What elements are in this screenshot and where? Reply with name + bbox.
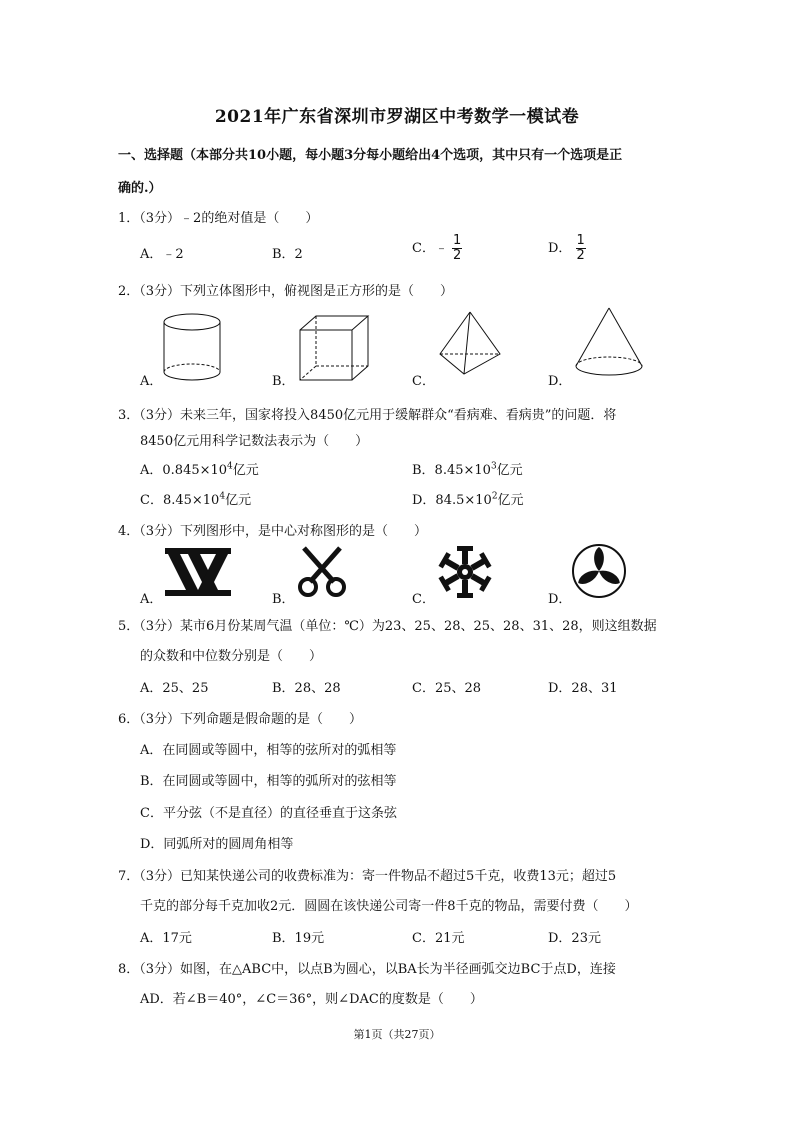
q3-option-b-base: B．8.45×10 bbox=[412, 463, 491, 478]
q4-option-d: D． bbox=[548, 592, 572, 607]
q3-option-a-unit: 亿元 bbox=[232, 463, 259, 478]
q5-option-c: C．25、28 bbox=[412, 681, 482, 696]
q8-stem-line1: 8．（3分）如图，在△ABC中，以点B为圆心，以BA长为半径画弧交边BC于点D，连接 bbox=[118, 962, 616, 977]
q3-option-d-exponent: 2 bbox=[491, 491, 498, 502]
section-heading-line1: 一、选择题（本部分共10小题，每小题3分每小题给出4个选项，其中只有一个选项是正 bbox=[118, 148, 623, 163]
q2-option-d: D． bbox=[548, 374, 572, 389]
q1-option-d-prefix: D． bbox=[548, 241, 572, 256]
q5-option-d: D．28、31 bbox=[548, 681, 618, 696]
q4-option-a: A． bbox=[140, 592, 163, 607]
q5-stem-line2: 的众数和中位数分别是（ ） bbox=[140, 649, 323, 664]
q3-stem-line1: 3．（3分）未来三年，国家将投入8450亿元用于缓解群众“看病难、看病贵”的问题．将 bbox=[118, 408, 617, 423]
q1-option-c-prefix: C．﹣ bbox=[412, 241, 448, 256]
cube-figure bbox=[296, 312, 372, 384]
q5-option-b: B．28、28 bbox=[272, 681, 341, 696]
q7-option-b: B．19元 bbox=[272, 931, 325, 946]
snowflake-gear-figure bbox=[436, 544, 494, 600]
q3-option-c-unit: 亿元 bbox=[225, 493, 252, 508]
q6-option-a: A．在同圆或等圆中，相等的弦所对的弧相等 bbox=[140, 743, 397, 758]
q3-option-d-unit: 亿元 bbox=[497, 493, 524, 508]
q4-stem: 4．（3分）下列图形中，是中心对称图形的是（ ） bbox=[118, 524, 428, 539]
double-x-logo-figure bbox=[163, 546, 233, 598]
q1-option-c-fraction bbox=[452, 234, 462, 263]
pyramid-figure bbox=[436, 308, 506, 380]
q3-option-c bbox=[140, 489, 251, 508]
section-heading-line2: 确的.） bbox=[118, 181, 162, 196]
q7-option-c: C．21元 bbox=[412, 931, 465, 946]
q3-option-a bbox=[140, 459, 259, 478]
q1-option-d-fraction bbox=[576, 234, 586, 263]
q1-option-b: B．2 bbox=[272, 247, 303, 262]
fraction-numerator: 1 bbox=[452, 233, 462, 248]
cylinder-figure bbox=[160, 312, 224, 384]
q1-option-a: A．﹣2 bbox=[140, 247, 184, 262]
fraction-denominator: 2 bbox=[576, 248, 585, 263]
q1-option-c bbox=[412, 234, 462, 263]
fraction-numerator: 1 bbox=[576, 233, 585, 248]
q1-option-d bbox=[548, 234, 586, 263]
q7-option-a: A．17元 bbox=[140, 931, 192, 946]
q3-option-a-exponent: 4 bbox=[227, 461, 233, 472]
q3-option-b-exponent: 3 bbox=[490, 461, 497, 472]
page-footer: 第1页（共27页） bbox=[353, 1028, 441, 1041]
q7-option-d: D．23元 bbox=[548, 931, 601, 946]
q2-option-a: A． bbox=[140, 374, 163, 389]
q8-stem-line2: AD．若∠B＝40°，∠C＝36°，则∠DAC的度数是（ ） bbox=[140, 992, 483, 1007]
scissors-figure bbox=[296, 546, 348, 598]
q6-option-d: D．同弧所对的圆周角相等 bbox=[140, 837, 294, 852]
q2-stem: 2．（3分）下列立体图形中，俯视图是正方形的是（ ） bbox=[118, 284, 454, 299]
q3-stem-line2: 8450亿元用科学记数法表示为（ ） bbox=[140, 434, 369, 449]
q6-stem: 6．（3分）下列命题是假命题的是（ ） bbox=[118, 712, 363, 727]
q4-option-b: B． bbox=[272, 592, 295, 607]
q5-stem-line1: 5．（3分）某市6月份某周气温（单位：℃）为23、25、28、25、28、31、28，则这组数据 bbox=[118, 619, 657, 634]
q6-option-b: B．在同圆或等圆中，相等的弧所对的弦相等 bbox=[140, 774, 397, 789]
three-blade-circle-figure bbox=[570, 542, 628, 600]
q3-option-d-base: D．84.5×10 bbox=[412, 493, 492, 508]
q3-option-b bbox=[412, 459, 523, 478]
cone-figure bbox=[572, 304, 646, 380]
fraction-denominator: 2 bbox=[452, 248, 462, 263]
q6-option-c: C．平分弦（不是直径）的直径垂直于这条弦 bbox=[140, 806, 397, 821]
q3-option-a-base: A．0.845×10 bbox=[140, 463, 228, 478]
q3-option-d bbox=[412, 489, 524, 508]
q5-option-a: A．25、25 bbox=[140, 681, 209, 696]
q3-option-c-base: C．8.45×10 bbox=[140, 493, 220, 508]
page-title: 2021年广东省深圳市罗湖区中考数学一模试卷 bbox=[214, 107, 580, 127]
q1-stem: 1．（3分）﹣2的绝对值是（ ） bbox=[118, 211, 319, 226]
q2-option-b: B． bbox=[272, 374, 295, 389]
q4-option-c: C． bbox=[412, 592, 435, 607]
q3-option-b-unit: 亿元 bbox=[496, 463, 523, 478]
q7-stem-line2: 千克的部分每千克加收2元．圆圆在该快递公司寄一件8千克的物品，需要付费（ ） bbox=[140, 899, 638, 914]
q2-option-c: C． bbox=[412, 374, 435, 389]
q7-stem-line1: 7．（3分）已知某快递公司的收费标准为：寄一件物品不超过5千克，收费13元；超过5 bbox=[118, 869, 617, 884]
q3-option-c-exponent: 4 bbox=[219, 491, 226, 502]
